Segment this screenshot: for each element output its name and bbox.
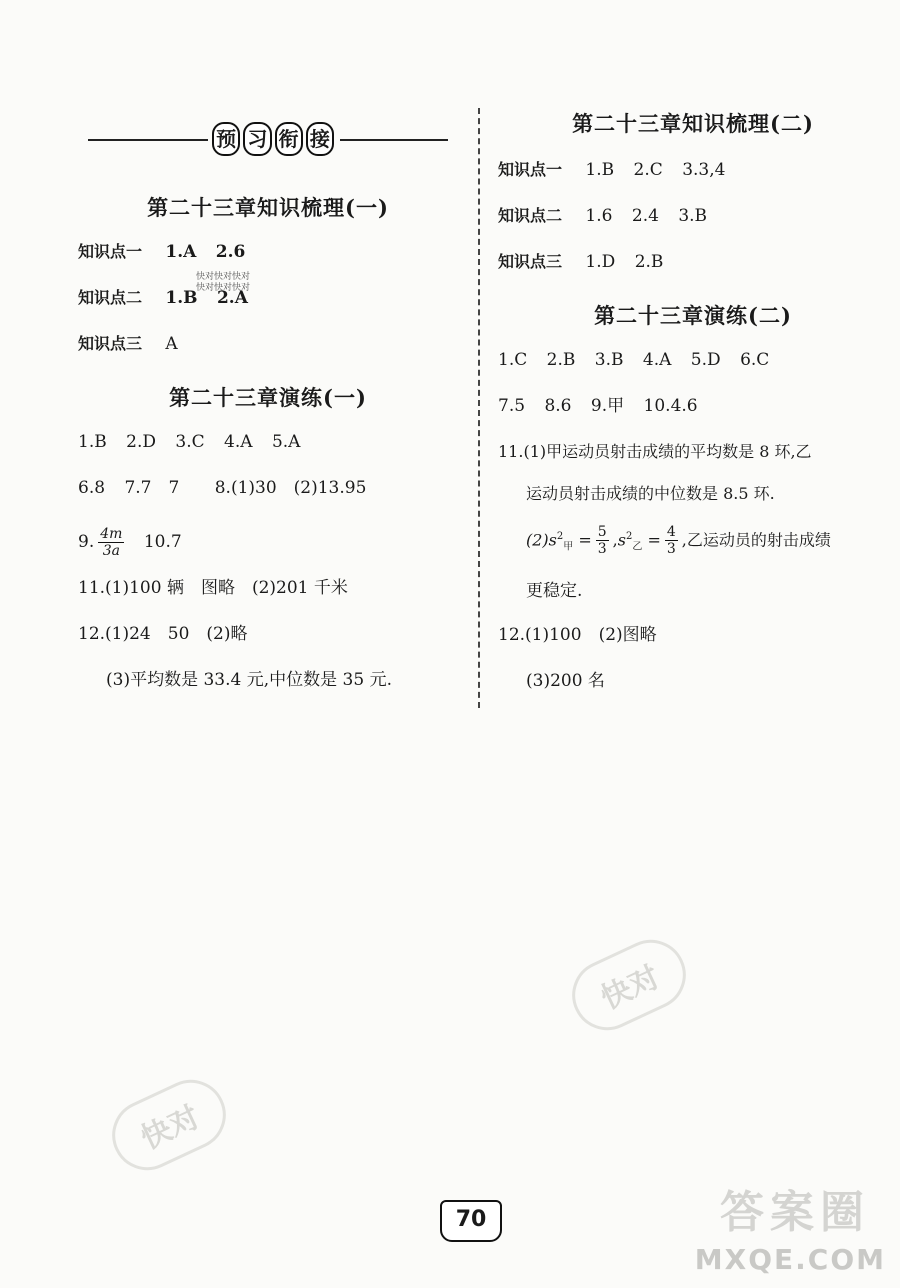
answer-row: (3)平均数是 33.4 元,中位数是 35 元. (106, 670, 392, 690)
fraction (98, 526, 124, 559)
section-title-knowledge-2: 第二十三章知识梳理(二) (572, 111, 814, 136)
knowledge-label: 知识点一 (78, 242, 143, 261)
answer: 1.B (78, 432, 107, 452)
banner-char: 衔 (275, 122, 303, 156)
site-logo-text: 答案圈 (720, 1187, 870, 1238)
banner-char: 预 (212, 122, 240, 156)
answer: 1.C (498, 350, 528, 370)
fraction-numerator: 4 (666, 524, 676, 541)
answer: 3.C (175, 432, 205, 452)
watermark-kuaidui: 快对 (561, 928, 698, 1041)
fraction-denominator: 3a (102, 543, 120, 559)
answer-row: $(2)s^2_甲$ = $\frac{5}{3}$ $,s^2_乙$ = $\frac{4}{3}$ ,乙运动员的射击成绩 (526, 524, 831, 558)
variance-sub-jia: 甲 (563, 541, 574, 553)
fraction-denominator: 3 (666, 541, 676, 558)
knowledge-row (78, 286, 458, 310)
knowledge-row (78, 240, 458, 264)
answer: 3.B (594, 350, 624, 370)
variance-prefix: (2)s (526, 530, 557, 550)
answer: 6.8 (78, 478, 106, 498)
answer: A (165, 334, 178, 354)
answer-row: 12.(1)100 (2)图略 (498, 624, 657, 645)
watermark-small: 快对快对快对 快对快对快对 (196, 272, 251, 293)
answer: 2.B (546, 350, 576, 370)
equals: = (647, 530, 661, 550)
answer-row: 11.(1)甲运动员射击成绩的平均数是 8 环,乙 (498, 442, 812, 461)
knowledge-label: 知识点一 (498, 160, 563, 179)
answer: 4.A (224, 432, 253, 452)
answer: 2.6 (215, 242, 246, 262)
answer: 5.A (271, 432, 301, 452)
knowledge-label: 知识点二 (498, 206, 563, 225)
answer: 7.7 7 (124, 478, 180, 498)
answer: 1.B (585, 160, 615, 180)
answer: 10.7 (143, 532, 182, 552)
watermark-kuaidui: 快对 (101, 1068, 238, 1181)
answer: 2.D (126, 432, 156, 452)
answer-row: 更稳定. (526, 580, 583, 601)
fraction-numerator: 4m (100, 526, 123, 542)
section-title-exercise-1: 第二十三章演练(一) (169, 385, 367, 410)
site-url: MXQE.COM (694, 1243, 886, 1276)
answer-row (78, 522, 458, 562)
answer: 1.6 (585, 206, 613, 226)
section-title-exercise-2: 第二十三章演练(二) (594, 303, 792, 328)
knowledge-row (498, 158, 888, 182)
section-banner (88, 116, 448, 162)
fraction-denominator: 3 (597, 541, 607, 558)
answer: 1.B (165, 288, 198, 308)
answer-row (78, 430, 458, 454)
banner-rule-right (340, 139, 448, 141)
variance-sub-yi: 乙 (632, 541, 643, 553)
answer-row: (3)200 名 (526, 670, 605, 691)
answer: 4.A (642, 350, 672, 370)
knowledge-label: 知识点三 (498, 252, 563, 271)
answer: 10.4.6 (643, 396, 698, 416)
answer-row (498, 348, 888, 372)
equals: = (578, 530, 592, 550)
answer: 3.3,4 (682, 160, 726, 180)
answer-row (78, 476, 458, 500)
answer: 1.A (165, 242, 197, 262)
answer: 2.B (634, 252, 664, 272)
variance-suffix: ,乙运动员的射击成绩 (681, 530, 831, 550)
answer-row (498, 394, 888, 418)
banner-title (212, 122, 334, 156)
section-title-knowledge-1: 第二十三章知识梳理(一) (147, 195, 389, 220)
answer: 6.C (740, 350, 770, 370)
fraction (665, 524, 678, 557)
comma: , (612, 530, 618, 550)
answer: 8.(1)30 (2)13.95 (214, 478, 367, 498)
answer-number: 9. (78, 532, 95, 552)
right-column (498, 108, 888, 715)
banner-rule-left (88, 139, 208, 141)
banner-char: 接 (306, 122, 334, 156)
answer: 8.6 (544, 396, 572, 416)
answer: 3.B (678, 206, 708, 226)
fraction (596, 524, 609, 557)
column-divider (478, 108, 480, 708)
knowledge-row (78, 332, 458, 356)
answer: 2.4 (631, 206, 659, 226)
answer: 2.A (216, 288, 248, 308)
answer: 1.D (585, 252, 616, 272)
fraction-numerator: 5 (597, 524, 607, 541)
answer: 2.C (633, 160, 663, 180)
variance-s: s (617, 530, 626, 550)
answer: 7.5 (498, 396, 526, 416)
answer-row: 12.(1)24 50 (2)略 (78, 624, 248, 644)
left-column (78, 110, 458, 714)
banner-char: 习 (243, 122, 271, 156)
answer-row: 11.(1)100 辆 图略 (2)201 千米 (78, 578, 348, 598)
knowledge-label: 知识点二 (78, 288, 143, 307)
knowledge-label: 知识点三 (78, 334, 143, 353)
knowledge-row (498, 204, 888, 228)
knowledge-row (498, 250, 888, 274)
answer-row: 运动员射击成绩的中位数是 8.5 环. (526, 484, 775, 503)
answer: 9.甲 (590, 396, 625, 416)
page-number: 70 (440, 1200, 502, 1242)
answer: 5.D (690, 350, 721, 370)
